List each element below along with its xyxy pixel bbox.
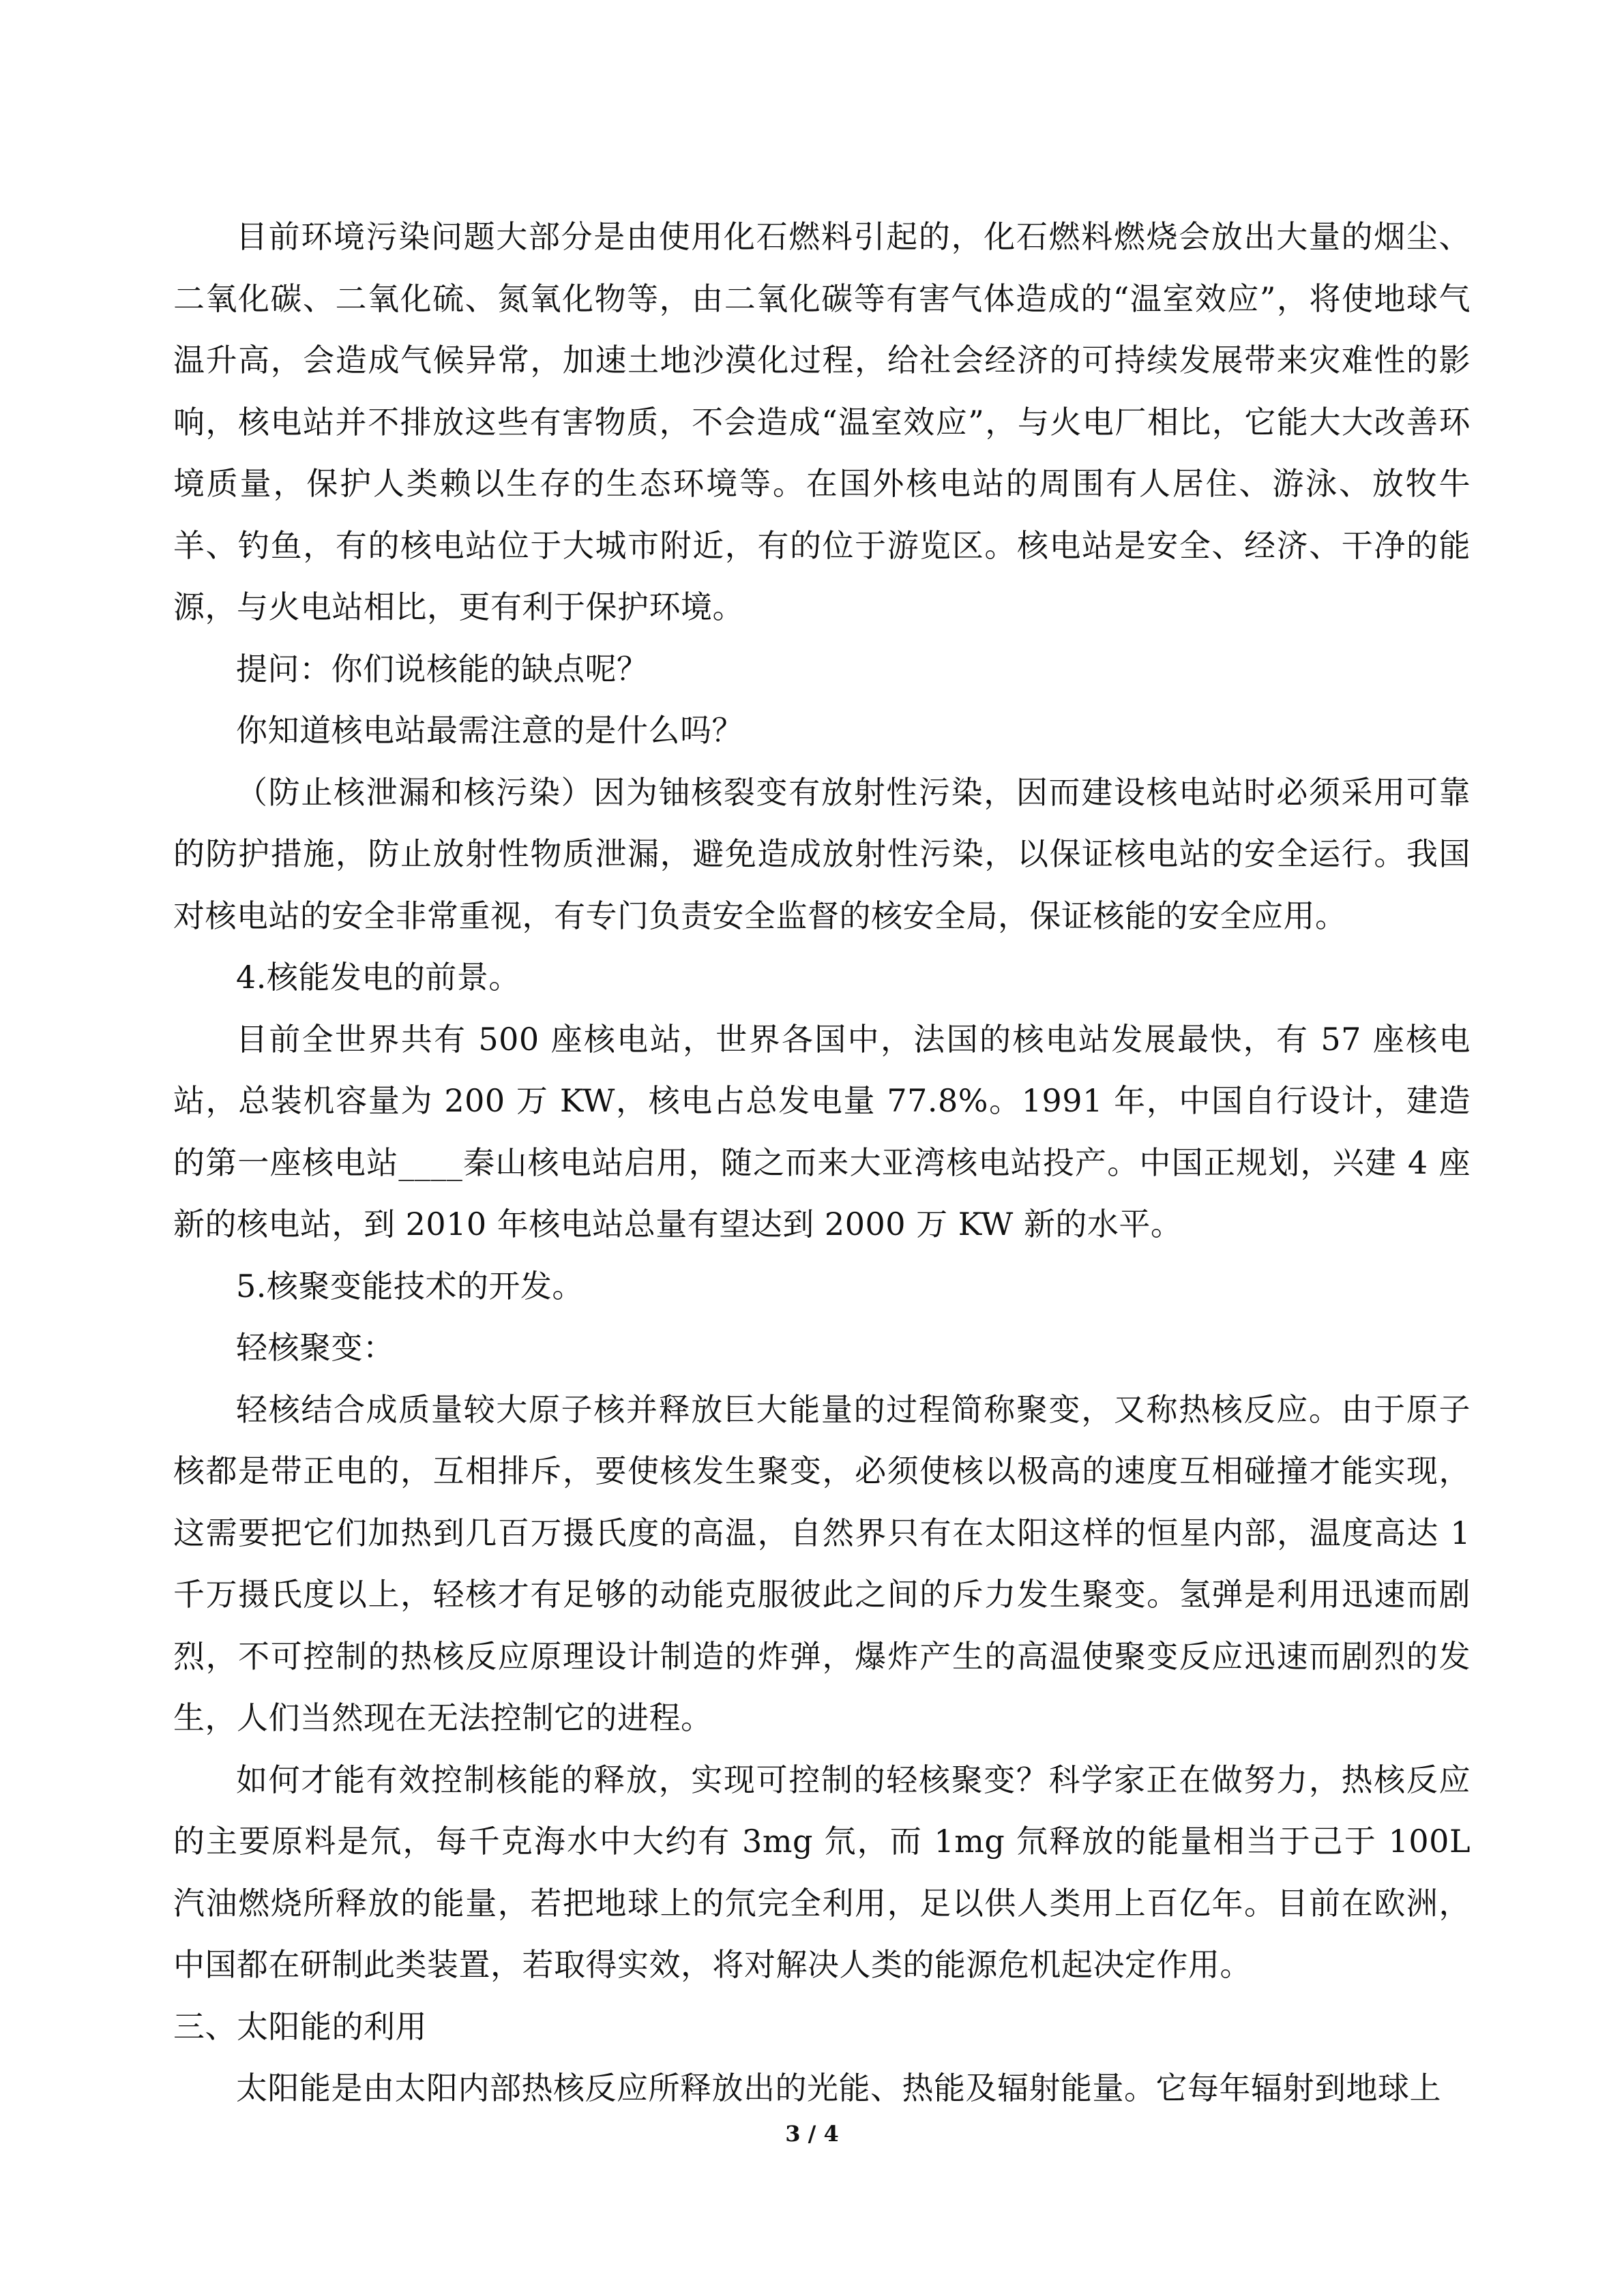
document-body	[173, 206, 1471, 2119]
heading-solar-energy: 三、太阳能的利用	[173, 2008, 427, 2045]
paragraph-leak-prevention: （防止核泄漏和核污染）因为铀核裂变有放射性污染，因而建设核电站时必须采用可靠的防护措施，防止放射性物质泄漏，避免造成放射性污染，以保证核电站的安全运行。我国对核电站的安全非常重视，有专门负责安全监督的核安全局，保证核能的安全应用。	[173, 773, 1471, 934]
heading-fusion-development: 5.核聚变能技术的开发。	[236, 1267, 584, 1304]
paragraph-fusion-explanation: 轻核结合成质量较大原子核并释放巨大能量的过程简称聚变，又称热核反应。由于原子核都是带正电的，互相排斥，要使核发生聚变，必须使核以极高的速度互相碰撞才能实现，这需要把它们加热到几百万摄氏度的高温，自然界只有在太阳这样的恒星内部，温度高达 1 千万摄氏度以上，轻核才有足够的动能克服彼此之间的斥力发生聚变。氢弹是利用迅速而剧烈，不可控制的热核反应原理设计制造的炸弹，爆炸产生的高温使聚变反应迅速而剧烈的发生，人们当然现在无法控制它的进程。	[173, 1390, 1471, 1736]
paragraph-question-attention: 你知道核电站最需注意的是什么吗？	[236, 712, 743, 749]
paragraph-question-drawbacks: 提问：你们说核能的缺点呢？	[236, 650, 649, 687]
heading-light-fusion: 轻核聚变：	[236, 1329, 395, 1366]
paragraph-controlled-fusion: 如何才能有效控制核能的释放，实现可控制的轻核聚变？科学家正在做努力，热核反应的主要原料是氘，每千克海水中大约有 3mg 氘，而 1mg 氘释放的能量相当于己于 100L 汽油燃烧所释放的能量，若把地球上的氘完全利用，足以供人类用上百亿年。目前在欧洲，中国都在研制此类装置，若取得实效，将对解决人类的能源危机起决定作用。	[173, 1761, 1471, 1983]
paragraph-environment: 目前环境污染问题大部分是由使用化石燃料引起的，化石燃料燃烧会放出大量的烟尘、二氧化碳、二氧化硫、氮氧化物等，由二氧化碳等有害气体造成的“温室效应”，将使地球气温升高，会造成气候异常，加速土地沙漠化过程，给社会经济的可持续发展带来灾难性的影响，核电站并不排放这些有害物质，不会造成“温室效应”，与火电厂相比，它能大大改善环境质量，保护人类赖以生存的生态环境等。在国外核电站的周围有人居住、游泳、放牧牛羊、钓鱼，有的核电站位于大城市附近，有的位于游览区。核电站是安全、经济、干净的能源，与火电站相比，更有利于保护环境。	[173, 218, 1471, 625]
heading-nuclear-prospect: 4.核能发电的前景。	[236, 959, 520, 996]
page-number: 3 / 4	[785, 2121, 839, 2147]
paragraph-solar-intro: 太阳能是由太阳内部热核反应所释放出的光能、热能及辐射能量。它每年辐射到地球上	[236, 2070, 1441, 2106]
paragraph-world-stations: 目前全世界共有 500 座核电站，世界各国中，法国的核电站发展最快，有 57 座核电站，总装机容量为 200 万 KW，核电占总发电量 77.8%。1991 年，中国自行设计，建造的第一座核电站____秦山核电站启用，随之而来大亚湾核电站投产。中国正规划，兴建 4 座新的核电站，到 2010 年核电站总量有望达到 2000 万 KW 新的水平。	[173, 1020, 1471, 1242]
